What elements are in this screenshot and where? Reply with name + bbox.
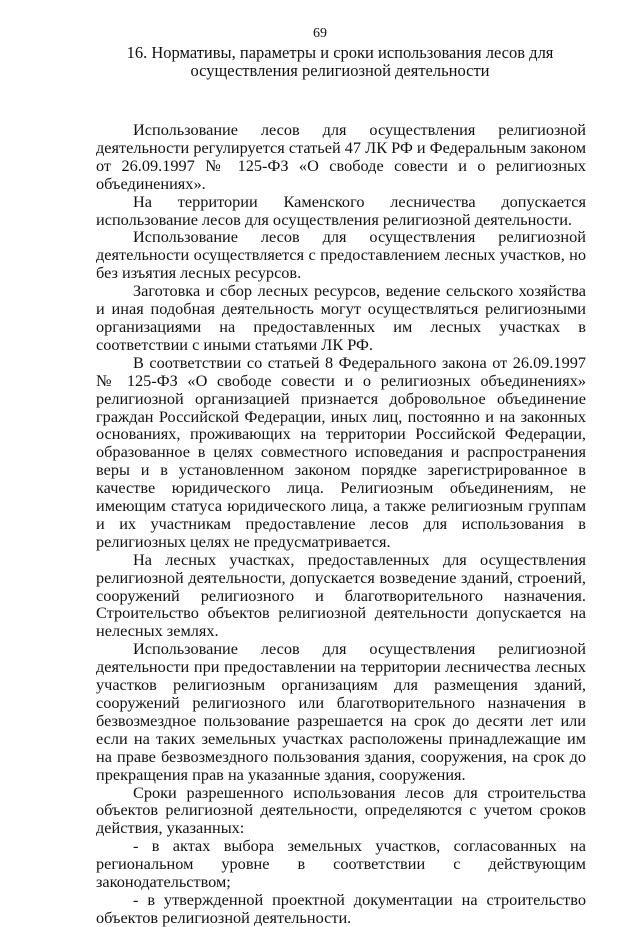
paragraph-legal-basis: Использование лесов для осуществления религиозной деятельности регулируется статьей 47 ЛК РФ и Федеральным законом от 26.09.1997 № 125-ФЗ «О свободе совести и о религиозных объединениях». — [96, 120, 586, 193]
paragraph-use-term: Использование лесов для осуществления религиозной деятельности при предоставлении на территории лесничества лесных участков религиозным организациям для размещения зданий, сооружений религиозного или благотворительного назначения в безвозмездное пользование разрешается на срок до десяти лет или если на таких земельных участках расположены принадлежащие им на праве безвозмездного пользования здания, сооружения, на срок до прекращения прав на указанные здания, сооружения. — [96, 639, 586, 784]
paragraph-no-resource-withdrawal: Использование лесов для осуществления религиозной деятельности осуществляется с предоставлением лесных участков, но без изъятия лесных ресурсов. — [96, 227, 586, 283]
paragraph-religious-organization-definition: В соответствии со статьей 8 Федерального закона от 26.09.1997 № 125-ФЗ «О свободе совести и о религиозных объединениях» религиозной организацией признается добровольное объединение граждан Российской Федерации, иных лиц, постоянно и на законных основаниях, проживающих на территории Российской Федерации, образованное в целях совместного исповедания и распространения веры и в установленном законом порядке зарегистрированное в качестве юридического лица. Религиозным объединениям, не имеющим статуса юридического лица, а также религиозным группам и их участникам предоставление лесов для использования в религиозных целях не предусматривается. — [96, 352, 586, 551]
section-title-line-1: 16. Нормативы, параметры и сроки использования лесов для — [126, 43, 554, 62]
list-item-land-selection-acts: - в актах выбора земельных участков, согласованных на региональном уровне в соответствии с действующим законодательством; — [96, 836, 586, 892]
list-item-project-documentation: - в утвержденной проектной документации на строительство объектов религиозной деятельности. — [96, 889, 586, 927]
page-number: 69 — [313, 26, 327, 41]
section-title-line-2: осуществления религиозной деятельности — [190, 61, 490, 80]
section-title — [90, 44, 590, 80]
paragraph-resource-harvesting: Заготовка и сбор лесных ресурсов, ведение сельского хозяйства и иная подобная деятельность могут осуществляться религиозными организациями на предоставленных им лесных участках в соответствии с иными статьями ЛК РФ. — [96, 281, 586, 354]
paragraph-construction-allowed: На лесных участках, предоставленных для осуществления религиозной деятельности, допускается возведение зданий, строений, сооружений религиозного и благотворительного назначения. Строительство объектов религиозной деятельности допускается на нелесных землях. — [96, 549, 586, 641]
paragraph-term-sources: Сроки разрешенного использования лесов для строительства объектов религиозной деятельности, определяются с учетом сроков действия, указанных: — [96, 782, 586, 838]
paragraph-permitted-use: На территории Каменского лесничества допускается использование лесов для осуществления религиозной деятельности. — [96, 191, 586, 229]
body-text — [96, 121, 586, 927]
